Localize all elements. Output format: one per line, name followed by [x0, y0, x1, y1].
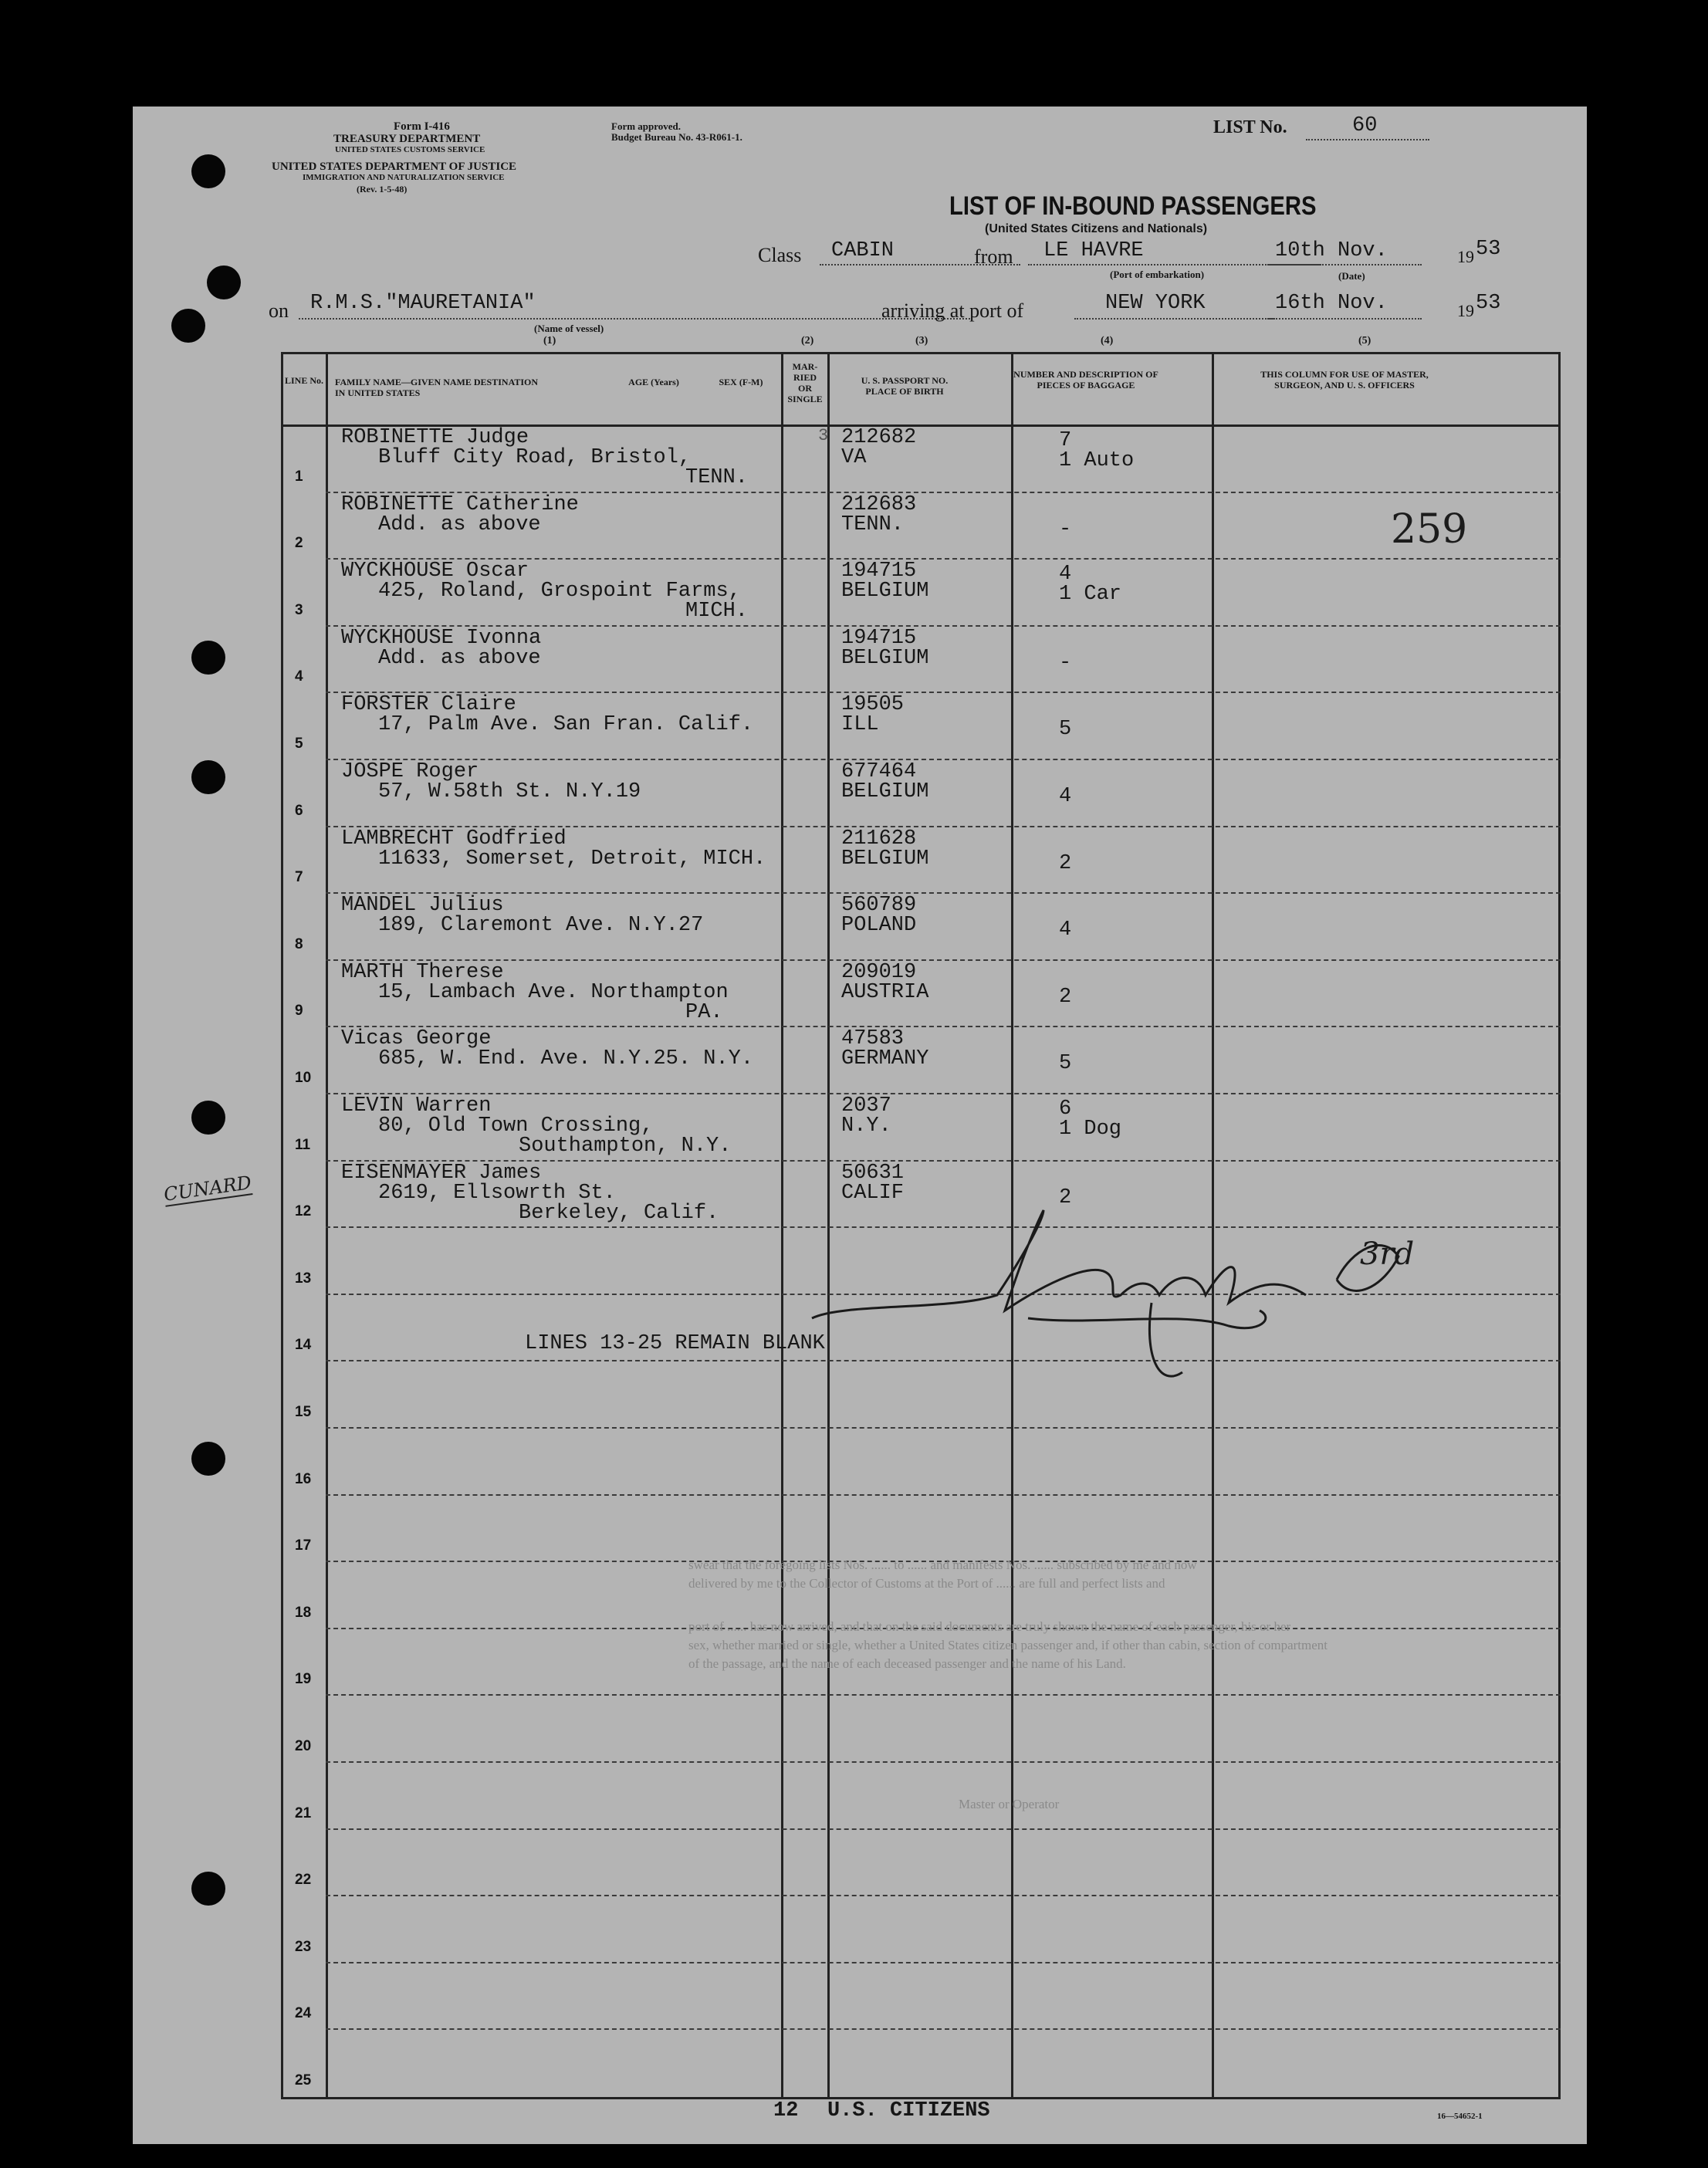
passenger-address: Add. as above: [378, 512, 541, 536]
punch-hole: [191, 760, 225, 794]
birth-place: CALIF: [841, 1181, 905, 1205]
year-prefix-1: 19: [1457, 247, 1474, 266]
col-baggage: NUMBER AND DESCRIPTION OF PIECES OF BAGGAGE: [1013, 369, 1158, 391]
birth-place: AUSTRIA: [841, 980, 929, 1004]
signature-extra: 3rd: [1360, 1236, 1415, 1272]
date-caption: (Date): [1338, 270, 1365, 282]
row-divider: [326, 892, 1561, 894]
line-number: 13: [295, 1270, 312, 1287]
line-number: 8: [295, 935, 303, 952]
footer-count: 12: [773, 2099, 799, 2122]
passenger-name: JOSPE Roger: [341, 760, 479, 783]
passport-number: 19505: [841, 693, 905, 717]
marital-status: 3: [818, 426, 829, 445]
line-number: 20: [295, 1738, 312, 1754]
birth-place: GERMANY: [841, 1047, 929, 1071]
from-label: from: [974, 245, 1013, 268]
line-number: 19: [295, 1671, 312, 1688]
row-divider: [326, 1694, 1561, 1696]
list-no-value: 60: [1352, 114, 1378, 137]
col-age: AGE (Years): [628, 377, 679, 387]
line-number: 25: [295, 2072, 312, 2089]
baggage-count: 4: [1059, 918, 1072, 942]
row-divider: [326, 1962, 1561, 1963]
line-number: 22: [295, 1872, 312, 1889]
baggage-description: 1 Car: [1059, 583, 1122, 607]
punch-hole: [191, 1872, 225, 1906]
line-number: 15: [295, 1404, 312, 1420]
passenger-name: MARTH Therese: [341, 960, 504, 984]
passenger-address-2: PA.: [685, 1000, 723, 1024]
officer-number: 259: [1391, 506, 1468, 553]
baggage-count: 4: [1059, 563, 1072, 587]
line-number: 21: [295, 1804, 312, 1821]
passenger-name: LAMBRECHT Godfried: [341, 827, 567, 851]
line-number: 11: [295, 1136, 311, 1153]
baggage-count: 2: [1059, 985, 1072, 1009]
baggage-count: 2: [1059, 1185, 1072, 1209]
passenger-address-2: MICH.: [685, 600, 749, 624]
baggage-count: 5: [1059, 1052, 1072, 1076]
passenger-address-2: Berkeley, Calif.: [519, 1201, 719, 1225]
passport-number: 2037: [841, 1094, 891, 1118]
passport-number: 209019: [841, 960, 917, 984]
baggage-count: -: [1059, 517, 1072, 541]
passenger-address: 57, W.58th St. N.Y.19: [378, 780, 641, 803]
cunard-handwritten: CUNARD: [162, 1172, 253, 1206]
line-number: 5: [295, 736, 303, 752]
baggage-count: 7: [1059, 429, 1072, 452]
revision: (Rev. 1-5-48): [357, 184, 408, 194]
passport-number: 211628: [841, 827, 917, 851]
passenger-address-2: Southampton, N.Y.: [519, 1135, 732, 1158]
row-divider: [326, 1093, 1561, 1094]
ins-service: IMMIGRATION AND NATURALIZATION SERVICE: [303, 173, 505, 182]
col-num-2: (2): [801, 335, 814, 347]
line-number: 6: [295, 802, 303, 819]
list-no-label: LIST No.: [1213, 117, 1287, 137]
arrival-date: 16th Nov.: [1275, 292, 1388, 315]
passenger-name: Vicas George: [341, 1027, 492, 1051]
col-num-4: (4): [1101, 335, 1114, 347]
col-passport: U. S. PASSPORT NO. PLACE OF BIRTH: [861, 375, 949, 397]
from-port: LE HAVRE: [1043, 239, 1144, 262]
form-number: Form I-416: [394, 120, 450, 133]
footer-text: U.S. CITIZENS: [827, 2099, 990, 2122]
baggage-description: 1 Auto: [1059, 449, 1135, 472]
form-code: 16—54652-1: [1437, 2112, 1483, 2121]
passenger-name: EISENMAYER James: [341, 1161, 542, 1185]
row-divider: [326, 959, 1561, 961]
row-divider: [326, 1895, 1561, 1896]
birth-place: BELGIUM: [841, 847, 929, 871]
passenger-address: 80, Old Town Crossing,: [378, 1114, 654, 1138]
departure-year: 53: [1476, 238, 1501, 261]
passenger-address: 425, Roland, Grospoint Farms,: [378, 580, 741, 604]
treasury-dept: TREASURY DEPARTMENT: [333, 133, 481, 145]
passport-number: 194715: [841, 560, 917, 583]
birth-place: POLAND: [841, 914, 917, 938]
col-num-5: (5): [1358, 335, 1371, 347]
class-label: Class: [758, 244, 802, 266]
customs-service: UNITED STATES CUSTOMS SERVICE: [335, 145, 485, 154]
page-title: LIST OF IN-BOUND PASSENGERS: [949, 191, 1317, 221]
budget-bureau: Budget Bureau No. 43-R061-1.: [611, 131, 742, 143]
passenger-address: 189, Claremont Ave. N.Y.27: [378, 914, 704, 938]
punch-hole: [191, 641, 225, 675]
col-num-3: (3): [915, 335, 928, 347]
line-number: 3: [295, 601, 303, 618]
punch-hole: [191, 1442, 225, 1476]
punch-hole: [171, 309, 205, 343]
arrival-port: NEW YORK: [1105, 292, 1206, 315]
birth-place: BELGIUM: [841, 646, 929, 670]
line-number: 14: [295, 1337, 312, 1354]
year-prefix-2: 19: [1457, 301, 1474, 320]
passenger-address: Add. as above: [378, 646, 541, 670]
baggage-count: 6: [1059, 1098, 1072, 1121]
line-number: 12: [295, 1203, 312, 1220]
baggage-count: -: [1059, 651, 1072, 675]
line-number: 9: [295, 1003, 303, 1020]
passport-number: 47583: [841, 1027, 905, 1051]
row-divider: [326, 759, 1561, 760]
remain-blank-note: LINES 13-25 REMAIN BLANK: [525, 1332, 825, 1355]
punch-hole: [207, 266, 241, 299]
row-divider: [326, 2028, 1561, 2030]
vessel-name: R.M.S."MAURETANIA": [310, 292, 536, 315]
master-signature: [797, 1187, 1568, 1419]
birth-place: BELGIUM: [841, 780, 929, 803]
line-number: 4: [295, 668, 303, 685]
row-divider: [326, 1828, 1561, 1830]
col-officers: THIS COLUMN FOR USE OF MASTER, SURGEON, AND U. S. OFFICERS: [1260, 369, 1429, 391]
passenger-address: 685, W. End. Ave. N.Y.25. N.Y.: [378, 1047, 754, 1071]
baggage-count: 2: [1059, 851, 1072, 875]
passenger-name: WYCKHOUSE Oscar: [341, 560, 529, 583]
passenger-name: MANDEL Julius: [341, 894, 504, 918]
passenger-address: 15, Lambach Ave. Northampton: [378, 980, 729, 1004]
arrival-year: 53: [1476, 292, 1501, 315]
form-approved: Form approved.: [611, 120, 682, 132]
col-num-1: (1): [543, 335, 556, 347]
vessel-caption: (Name of vessel): [534, 323, 604, 334]
punch-hole: [191, 1101, 225, 1135]
passport-number: 677464: [841, 760, 917, 783]
on-label: on: [269, 299, 289, 322]
birth-place: VA: [841, 446, 867, 469]
punch-hole: [191, 154, 225, 188]
passenger-name: FORSTER Claire: [341, 693, 516, 717]
passport-number: 212683: [841, 492, 917, 516]
line-number: 10: [295, 1070, 312, 1086]
birth-place: ILL: [841, 713, 879, 737]
baggage-count: 5: [1059, 718, 1072, 742]
birth-place: BELGIUM: [841, 580, 929, 604]
row-divider: [326, 1427, 1561, 1429]
col-sex: SEX (F-M): [719, 377, 763, 387]
document-sheet: Form I-416 TREASURY DEPARTMENT UNITED STATES CUSTOMS SERVICE UNITED STATES DEPARTMENT OF JUSTICE IMMIGRATION AND NATURALIZATION SERVICE (Rev. 1-5-48) Form approved. Budget Bureau No. 43-R061-1. LIST No. 60 LIST OF IN-BOUND PASSENGERS (United States Citizens and Nationals) Class CABIN from LE HAVRE (Port of embarkation) 10th Nov. (Date) 19 53 on R.M.S."MAURETANIA" (Name of vessel) arriving at port of NEW YORK 16th Nov. 19 53 (1) (2) (3) (4) (5) LINE No. FAMILY NAME—GIVEN NAME DESTINATION IN UNITED STATES AGE (Years) SEX (F-M) MAR-RIED OR SINGLE U. S. PASSPORT NO. PLACE OF BIRTH NUMBER AND DESCRIPTION OF PIECES OF BAGGAGE THIS COLUMN FOR USE OF MASTER, SURGEON, AND U. S. OFFICERS 1 2 3 4 5 6 7 8 9 10 11 12 13 14 15 16 17 18 19 20 21 22 23 24 25 ROBINETTE Judge Bluff City Road, Bristol, TENN. 3 212682 VA 7 1 Auto ROBINETTE Catherine Add. as above 212683 TENN. - WYCKHOUSE Oscar 425, Roland, Grospoint Farms, MICH. 194715 BELGIUM 4 1 Car WYCKHOUSE Ivonna Add. as above 194715 BELGIUM - FORSTER Claire 17, Palm Ave. San Fran. Calif. 19505 ILL 5 JOSPE Roger 57, W.58th St. N.Y.19 677464 BELGIUM 4 LAMBRECHT Godfried 11633, Somerset, Detroit, MICH. 211628 BELGIUM 2 MANDEL Julius 189, Claremont Ave. N.Y.27 560789 POLAND 4 MARTH Therese 15, Lambach Ave. Northampton PA. 209019 AUSTRIA 2 Vicas George 685, W. End. Ave. N.Y.25. N.Y. 47583 GERMANY 5 LEVIN Warren 80, Old Town Crossing, Southampton, N.Y. 2037 N.Y. 6 1 Dog EISENMAYER James 2619, Ellsowrth St. Berkeley, Calif. 50631 CALIF 2 259 LINES 13-25 REMAIN BLANK CUNARD 3rd swear that the foregoing lists Nos. ...... to ...... and manifests Nos. ...... subscribed by me and now delivered by me to the Collector of Customs at the Port of ...... are full and perfect lists and port of ...... has now arrived, and that on the said documents are truly shown the name of each passenger, his or her sex, whether married or single, whether a United States citizen passenger and, if other than cabin, section of compartment of the passage, and the name of each deceased passenger and the name of his Land. Master or Operator 12 U.S. CITIZENS 16—54652-1: [133, 107, 1587, 2144]
baggage-description: 1 Dog: [1059, 1118, 1122, 1141]
passport-number: 194715: [841, 626, 917, 650]
passenger-address: Bluff City Road, Bristol,: [378, 446, 692, 469]
baggage-count: 4: [1059, 785, 1072, 808]
arriving-label: arriving at port of: [881, 299, 1024, 322]
passenger-address: 17, Palm Ave. San Fran. Calif.: [378, 713, 754, 737]
row-divider: [326, 1026, 1561, 1027]
passenger-name: WYCKHOUSE Ivonna: [341, 626, 542, 650]
line-number: 7: [295, 869, 303, 886]
birth-place: TENN.: [841, 512, 905, 536]
line-number: 23: [295, 1938, 312, 1955]
col-married: MAR-RIED OR SINGLE: [787, 361, 823, 404]
row-divider: [326, 1761, 1561, 1763]
passport-number: 50631: [841, 1161, 905, 1185]
passenger-address-2: TENN.: [685, 466, 749, 489]
row-divider: [326, 1494, 1561, 1496]
page-subtitle: (United States Citizens and Nationals): [985, 222, 1208, 235]
birth-place: N.Y.: [841, 1114, 891, 1138]
departure-date: 10th Nov.: [1275, 239, 1388, 262]
col-name: FAMILY NAME—GIVEN NAME DESTINATION IN UNITED STATES: [335, 377, 539, 398]
line-number: 18: [295, 1604, 312, 1621]
line-number: 2: [295, 535, 303, 552]
line-number: 24: [295, 2005, 312, 2022]
passport-number: 560789: [841, 894, 917, 918]
justice-dept: UNITED STATES DEPARTMENT OF JUSTICE: [272, 161, 517, 173]
passenger-address: 11633, Somerset, Detroit, MICH.: [378, 847, 766, 871]
passenger-name: ROBINETTE Catherine: [341, 492, 579, 516]
line-number: 17: [295, 1537, 312, 1554]
line-number: 16: [295, 1470, 312, 1487]
class-value: CABIN: [831, 239, 895, 262]
passenger-name: LEVIN Warren: [341, 1094, 492, 1118]
passenger-name: ROBINETTE Judge: [341, 426, 529, 449]
passenger-address: 2619, Ellsowrth St.: [378, 1181, 616, 1205]
passport-number: 212682: [841, 426, 917, 449]
line-number: 1: [295, 468, 303, 485]
port-embark-caption: (Port of embarkation): [1110, 269, 1205, 280]
col-line: LINE No.: [284, 375, 323, 386]
